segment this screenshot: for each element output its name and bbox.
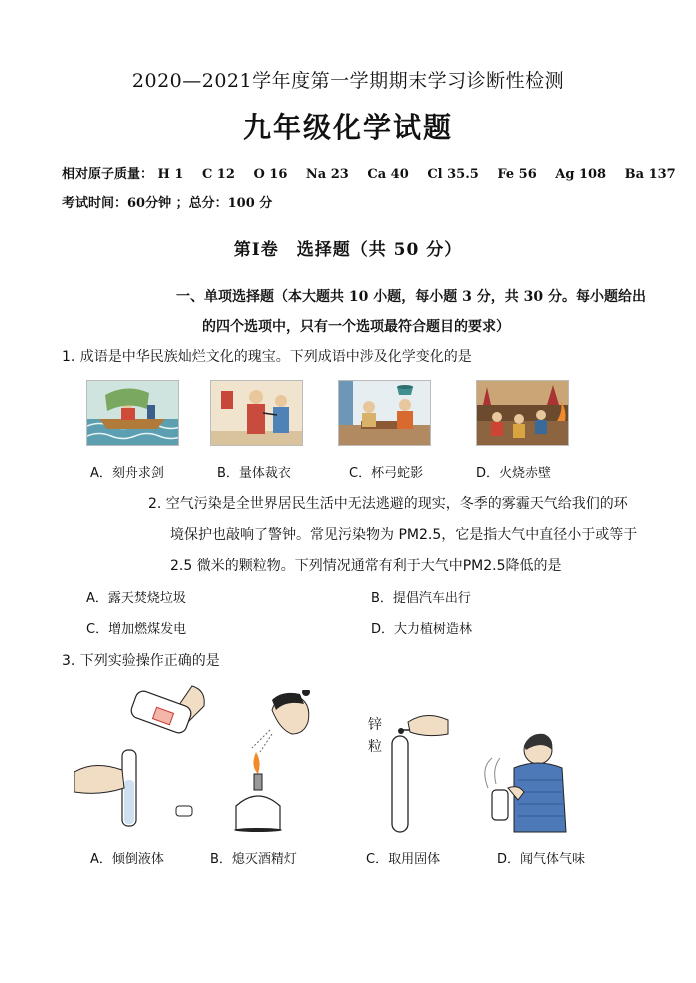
q2-stem-line3: 2.5 微米的颗粒物。下列情况通常有利于大气中PM2.5降低的是: [170, 558, 562, 574]
atomic-mass-item: Ba 137: [624, 167, 676, 182]
atomic-mass-item: Cl 35.5: [427, 167, 479, 182]
q1-option-c: C．杯弓蛇影: [349, 466, 424, 481]
q3-stem: 3. 下列实验操作正确的是: [62, 653, 220, 669]
q3-zinc-label-top: 锌: [368, 717, 382, 733]
subject-title: 九年级化学试题: [242, 111, 453, 144]
atomic-mass-item: Fe 56: [497, 167, 537, 182]
atomic-mass-item: O 16: [253, 167, 288, 182]
q3-option-a: A．倾倒液体: [90, 852, 164, 867]
q1-option-d: D．火烧赤壁: [476, 466, 552, 481]
q2-option-a: A．露天焚烧垃圾: [86, 591, 186, 606]
q2-option-d: D．大力植树造林: [371, 622, 473, 637]
section-instruction-line2: 的四个选项中，只有一个选项最符合题目的要求）: [202, 319, 510, 335]
atomic-masses-label: 相对原子质量：: [62, 167, 154, 182]
atomic-masses: [62, 163, 690, 182]
section-instruction-line1: 一、单项选择题（本大题共 10 小题，每小题 3 分，共 30 分。每小题给出: [176, 289, 646, 305]
volume-title: 第Ⅰ卷 选择题（共 50 分）: [233, 240, 463, 260]
atomic-mass-item: Ag 108: [555, 167, 607, 182]
q2-stem-line1: 2. 空气污染是全世界居民生活中无法逃避的现实，冬季的雾霾天气给我们的环: [148, 496, 628, 512]
q1-image-cup: [338, 380, 431, 446]
atomic-mass-item: Na 23: [305, 167, 349, 182]
atomic-mass-item: Ca 40: [367, 167, 409, 182]
q3-image-lamp: [222, 690, 322, 832]
exam-title: 2020—2021学年度第一学期期末学习诊断性检测: [131, 70, 565, 92]
q3-image-smell: [478, 728, 574, 834]
exam-info: 考试时间：60分钟 ；总分：100 分: [62, 196, 273, 211]
q2-option-b: B．提倡汽车出行: [371, 591, 471, 606]
q1-image-boat: [86, 380, 179, 446]
q3-zinc-label-bottom: 粒: [368, 739, 382, 755]
q2-stem-line2: 境保护也敲响了警钟。常见污染物为 PM2.5，它是指大气中直径小于或等于: [170, 527, 638, 543]
q3-option-d: D．闻气体气味: [497, 852, 586, 867]
atomic-mass-item: H 1: [157, 167, 184, 182]
q1-image-fire: [476, 380, 569, 446]
q1-option-b: B．量体裁衣: [217, 466, 291, 481]
q3-option-b: B．熄灭酒精灯: [210, 852, 297, 867]
atomic-mass-item: C 12: [201, 167, 235, 182]
q1-stem: 1. 成语是中华民族灿烂文化的瑰宝。下列成语中涉及化学变化的是: [62, 349, 472, 365]
q1-option-a: A．刻舟求剑: [90, 466, 164, 481]
q3-option-c: C．取用固体: [366, 852, 441, 867]
q1-image-tailor: [210, 380, 303, 446]
q2-option-c: C．增加燃煤发电: [86, 622, 187, 637]
q3-image-pour-liquid: [74, 680, 210, 830]
q3-image-solid: [386, 708, 452, 834]
